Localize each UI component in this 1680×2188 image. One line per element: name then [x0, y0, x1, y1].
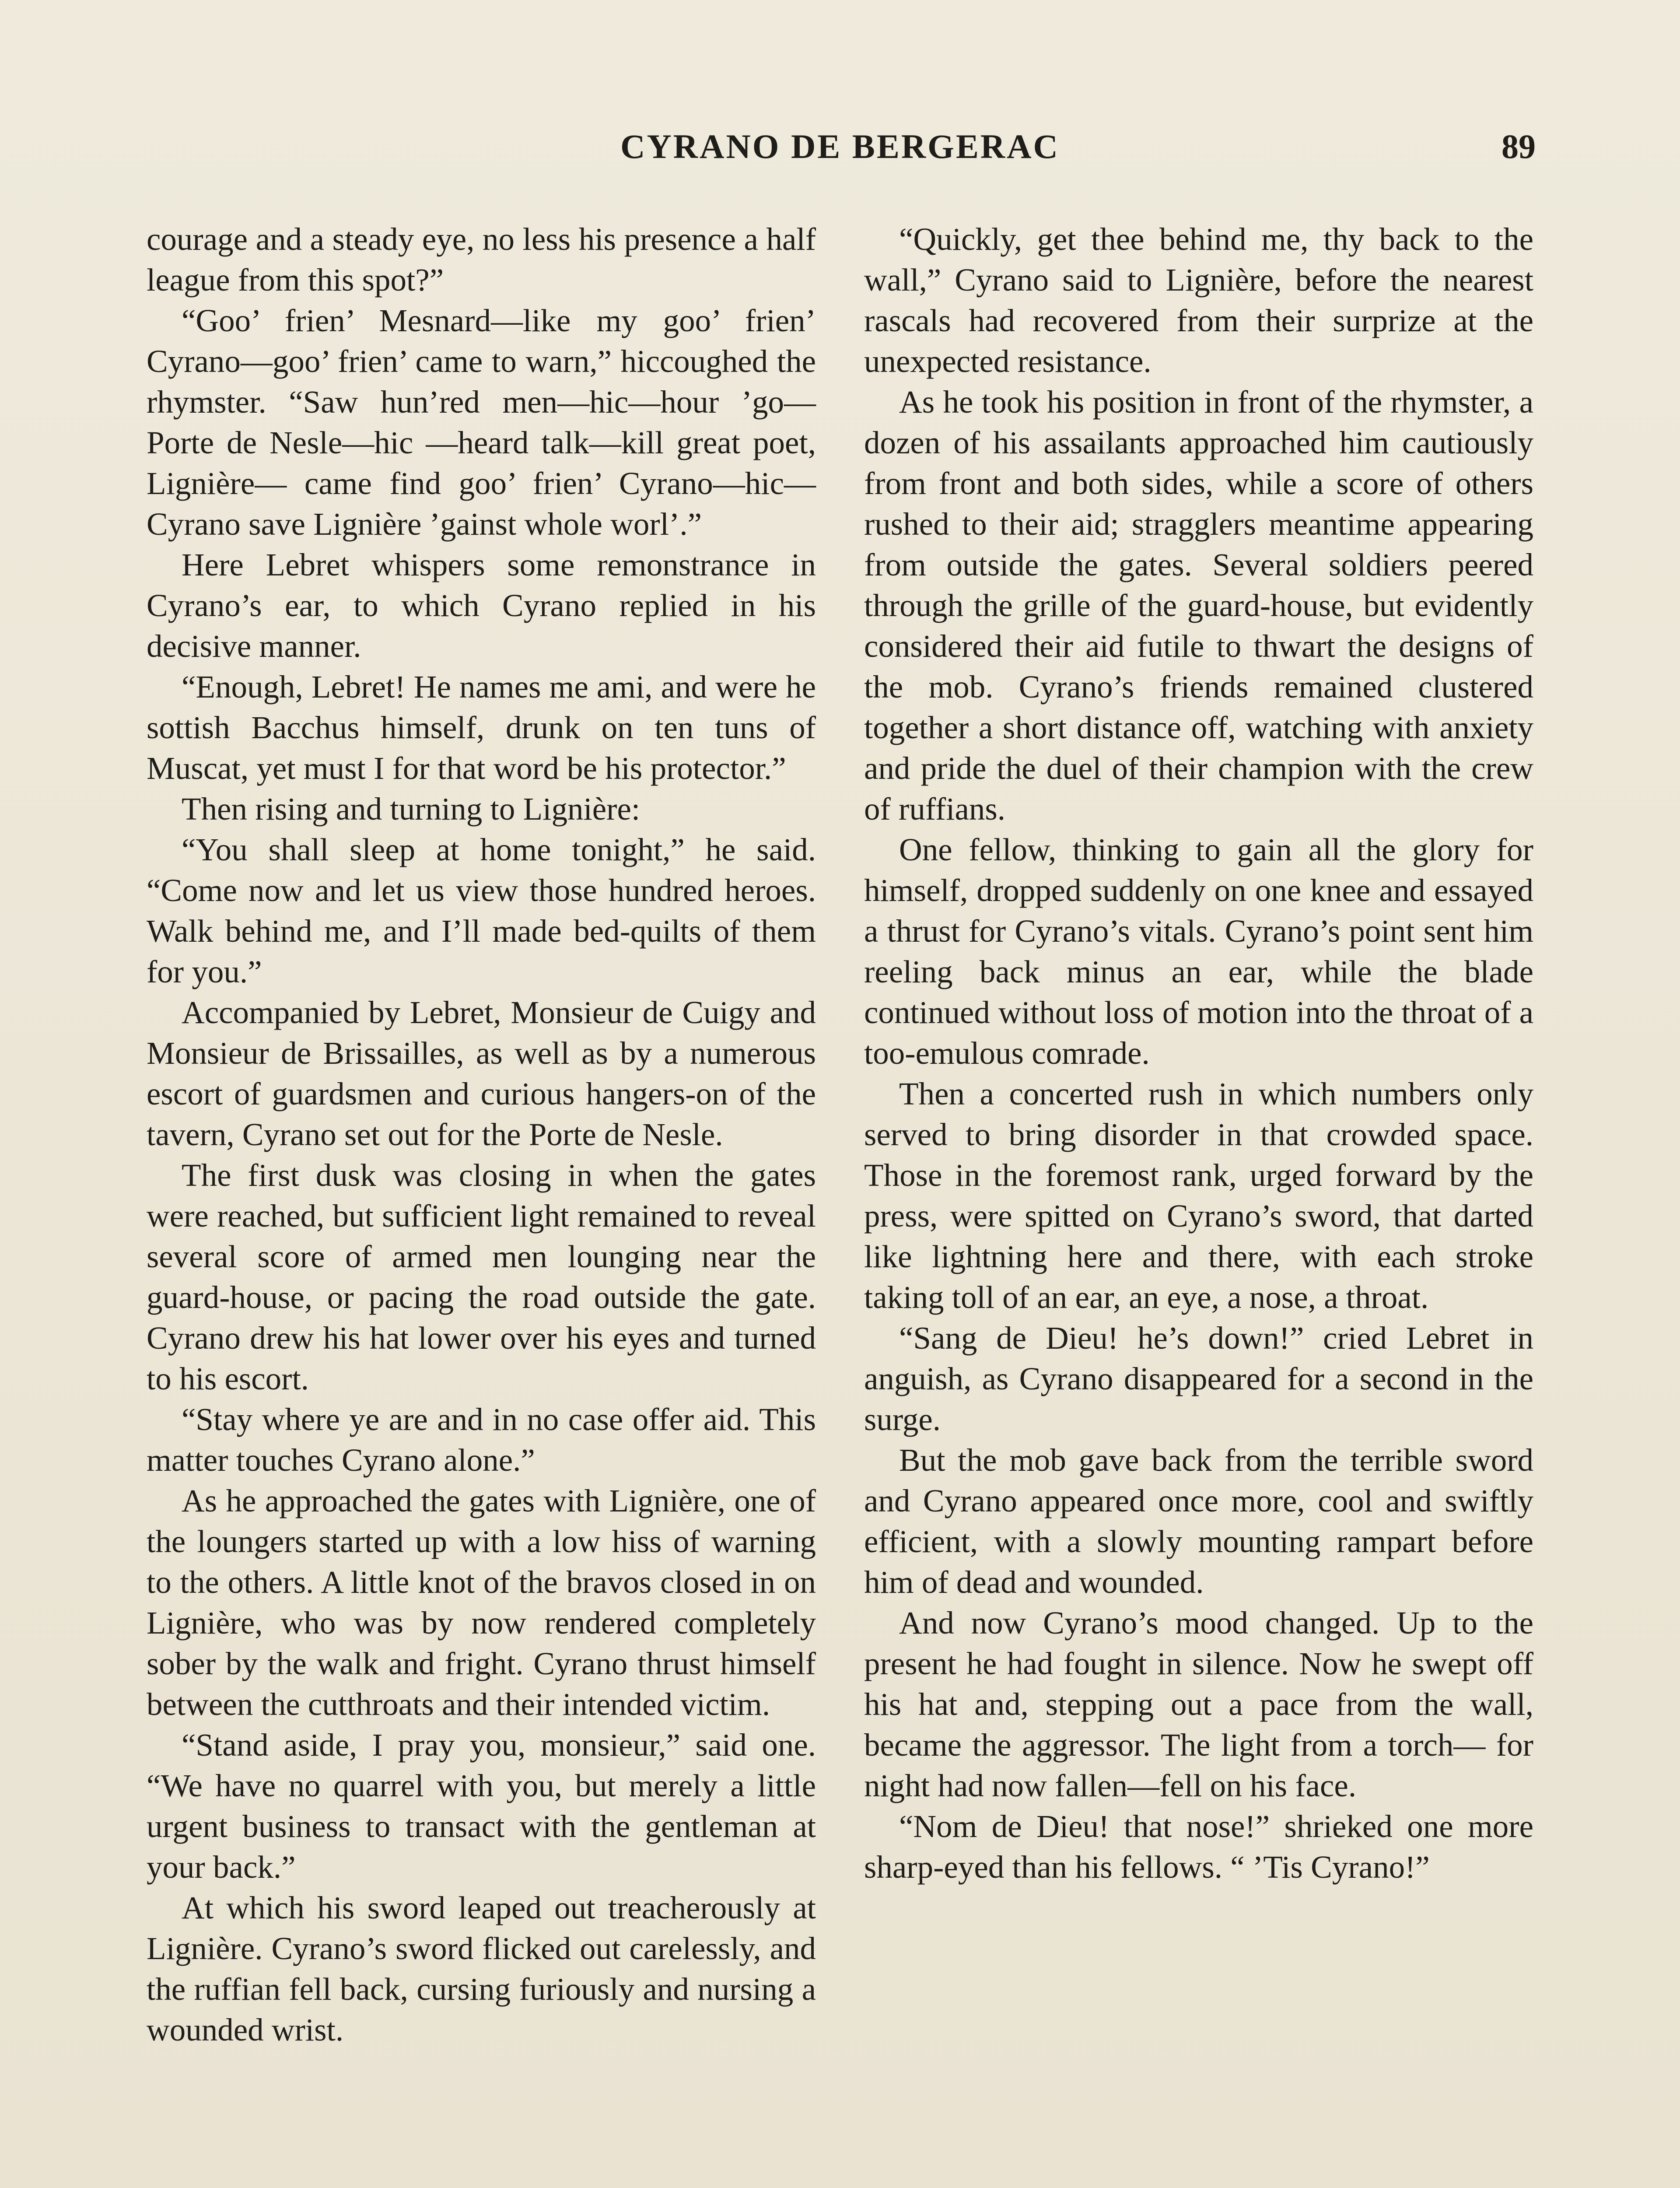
paragraph: Here Lebret whispers some remonstrance in Cyrano’s ear, to which Cyrano replied in his decisive manner.	[147, 547, 816, 664]
paragraph: But the mob gave back from the terrible sword and Cyrano appeared once more, cool and swiftly efficient, with a slowly mounting rampart before him of dead and wounded.	[864, 1442, 1533, 1600]
paragraph: “You shall sleep at home tonight,” he said. “Come now and let us view those hundred heroes. Walk behind me, and I’ll made bed-quilts of them for you.”	[147, 832, 816, 989]
left-column	[147, 219, 816, 2188]
page-number: 89	[1502, 127, 1536, 165]
paragraph: “Stay where ye are and in no case offer aid. This matter touches Cyrano alone.”	[147, 1402, 816, 1478]
page-header	[144, 127, 1536, 188]
paragraph: “Quickly, get thee behind me, thy back to the wall,” Cyrano said to Lignière, before the nearest rascals had recovered from their surprize at the unexpected resistance.	[864, 221, 1533, 379]
paragraph: “Enough, Lebret! He names me ami, and were he sottish Bacchus himself, drunk on ten tuns of Muscat, yet must I for that word be his protector.”	[147, 669, 816, 786]
paragraph: One fellow, thinking to gain all the glory for himself, dropped suddenly on one knee and essayed a thrust for Cyrano’s vitals. Cyrano’s point sent him reeling back minus an ear, while the blade continued without loss of motion into the throat of a too-emulous comrade.	[864, 832, 1533, 1071]
paragraph: Then rising and turning to Lignière:	[182, 791, 640, 827]
paragraph: Then a concerted rush in which numbers only served to bring disorder in that crowded space. Those in the foremost rank, urged forward by the press, were spitted on Cyrano’s sword, that darted like lightning here and there, with each stroke taking toll of an ear, an eye, a nose, a throat.	[864, 1076, 1533, 1315]
paragraph: The first dusk was closing in when the gates were reached, but sufficient light remained to reveal several score of armed men lounging near the guard-house, or pacing the road outside the gate. Cyrano drew his hat lower over his eyes and turned to his escort.	[147, 1157, 816, 1396]
paragraph: Accompanied by Lebret, Monsieur de Cuigy and Monsieur de Brissailles, as well as by a numerous escort of guardsmen and curious hangers-on of the tavern, Cyrano set out for the Porte de Nesle.	[147, 995, 816, 1152]
paragraph: As he took his position in front of the rhymster, a dozen of his assailants approached him cautiously from front and both sides, while a score of others rushed to their aid; stragglers meantime appearing from outside the gates. Several soldiers peered through the grille of the guard-house, but evidently considered their aid futile to thwart the designs of the mob. Cyrano’s friends remained clustered together a short distance off, watching with anxiety and pride the duel of their champion with the crew of ruffians.	[864, 384, 1533, 827]
right-column	[864, 219, 1533, 2188]
paragraph: At which his sword leaped out treacherously at Lignière. Cyrano’s sword flicked out carelessly, and the ruffian fell back, cursing furiously and nursing a wounded wrist.	[147, 1890, 816, 2048]
paragraph: “Sang de Dieu! he’s down!” cried Lebret in anguish, as Cyrano disappeared for a second in the surge.	[864, 1320, 1533, 1437]
paragraph: And now Cyrano’s mood changed. Up to the present he had fought in silence. Now he swept off his hat and, stepping out a pace from the wall, became the aggressor. The light from a torch— for night had now fallen—fell on his face.	[864, 1605, 1533, 1803]
paragraph: “Goo’ frien’ Mesnard—like my goo’ frien’ Cyrano—goo’ frien’ came to warn,” hiccoughed the rhymster. “Saw hun’red men—hic—hour ’go—Porte de Nesle—hic —heard talk—kill great poet, Lignière— came find goo’ frien’ Cyrano—hic—Cyrano save Lignière ’gainst whole worl’.”	[147, 303, 816, 542]
paragraph: As he approached the gates with Lignière, one of the loungers started up with a low hiss of warning to the others. A little knot of the bravos closed in on Lignière, who was by now rendered completely sober by the walk and fright. Cyrano thrust himself between the cutthroats and their intended victim.	[147, 1483, 816, 1722]
text-columns	[147, 219, 1533, 2188]
paragraph: “Stand aside, I pray you, monsieur,” said one. “We have no quarrel with you, but merely a little urgent business to transact with the gentleman at your back.”	[147, 1727, 816, 1885]
paragraph: “Nom de Dieu! that nose!” shrieked one more sharp-eyed than his fellows. “ ’Tis Cyrano!”	[864, 1809, 1533, 1885]
running-title: CYRANO DE BERGERAC	[620, 127, 1060, 165]
paragraph: courage and a steady eye, no less his presence a half league from this spot?”	[147, 221, 816, 298]
